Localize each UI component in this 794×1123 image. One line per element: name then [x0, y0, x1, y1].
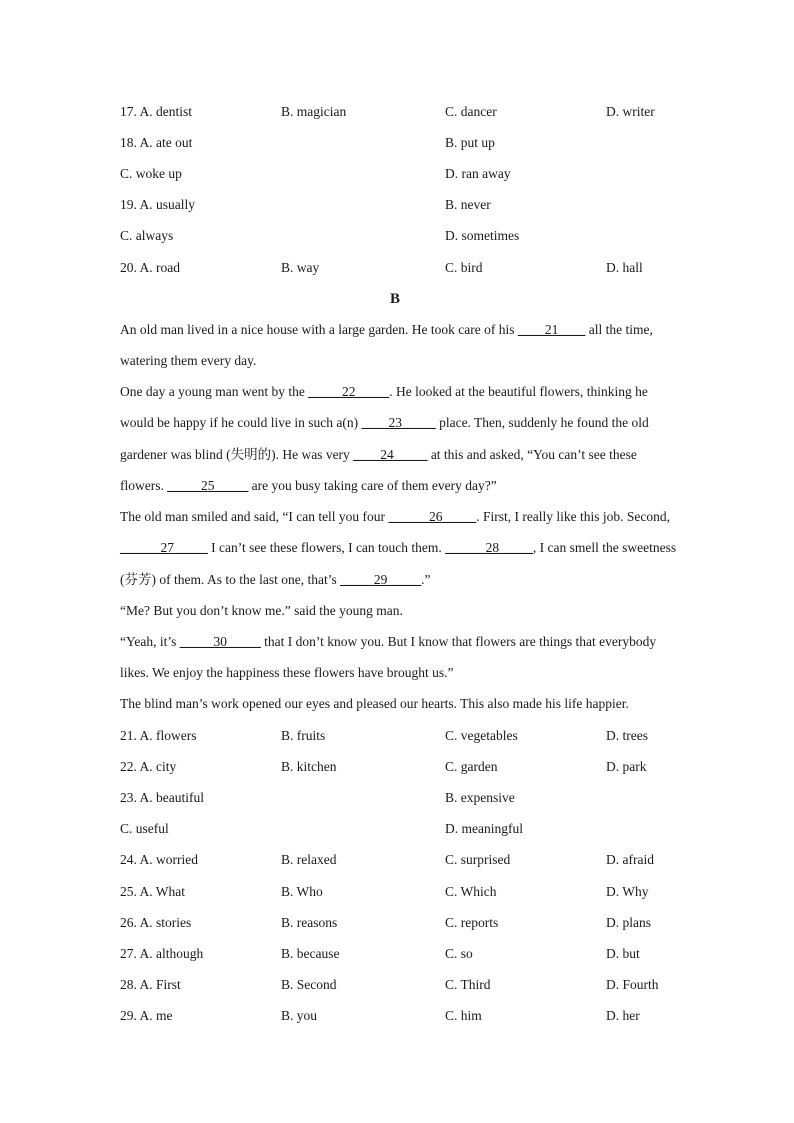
- option-c: C. Which: [445, 884, 497, 899]
- question-row: [0, 103, 794, 121]
- option-c: C. bird: [445, 260, 483, 275]
- passage-text: An old man lived in a nice house with a large garden. He took care of his: [120, 322, 518, 337]
- option-d: D. Why: [606, 884, 649, 899]
- option-a: 19. A. usually: [120, 197, 196, 212]
- question-row: [0, 758, 794, 776]
- option-b: B. expensive: [445, 790, 515, 805]
- passage-text: place. Then, suddenly he found the old: [435, 415, 649, 430]
- passage-text: . First, I really like this job. Second,: [476, 509, 671, 524]
- option-b: B. kitchen: [281, 759, 337, 774]
- passage-text: all the time,: [585, 322, 653, 337]
- option-a: 24. A. worried: [120, 852, 198, 867]
- passage-line: [120, 383, 648, 401]
- passage-line: [120, 446, 637, 464]
- passage-text: “Me? But you don’t know me.” said the young man.: [120, 603, 403, 618]
- passage-line: [120, 477, 497, 495]
- passage-line: [120, 664, 453, 682]
- option-d: D. meaningful: [445, 821, 523, 836]
- blank-21: ____21____: [517, 322, 586, 337]
- question-row: [0, 727, 794, 745]
- option-c: C. him: [445, 1008, 482, 1023]
- passage-text: “Yeah, it’s: [120, 634, 180, 649]
- passage-text: (芬芳) of them. As to the last one, that’s: [120, 572, 341, 587]
- section-heading: B: [390, 291, 401, 307]
- option-b: B. reasons: [281, 915, 338, 930]
- option-b: B. put up: [445, 135, 495, 150]
- option-a: 18. A. ate out: [120, 135, 193, 150]
- option-b: B. relaxed: [281, 852, 337, 867]
- option-b: B. Second: [281, 977, 337, 992]
- blank-30: _____30_____: [179, 634, 261, 649]
- question-row: [0, 165, 794, 183]
- passage-line: [120, 539, 676, 557]
- question-row: [0, 976, 794, 994]
- passage-text: that I don’t know you. But I know that flowers are things that everybody: [260, 634, 657, 649]
- blank-23: ____23_____: [361, 415, 436, 430]
- passage-text: I can’t see these flowers, I can touch them.: [207, 540, 446, 555]
- passage-line: [120, 414, 649, 432]
- blank-24: ____24_____: [353, 447, 428, 462]
- passage-line: [120, 633, 656, 651]
- option-c: C. reports: [445, 915, 499, 930]
- passage-text: One day a young man went by the: [120, 384, 309, 399]
- passage-text: are you busy taking care of them every day?”: [248, 478, 497, 493]
- option-c: C. garden: [445, 759, 498, 774]
- blank-22: _____22_____: [308, 384, 390, 399]
- passage-line: [120, 352, 256, 370]
- option-c: C. Third: [445, 977, 491, 992]
- option-d: D. hall: [606, 260, 643, 275]
- option-a: 17. A. dentist: [120, 104, 193, 119]
- option-d: D. plans: [606, 915, 651, 930]
- option-c: C. useful: [120, 821, 169, 836]
- option-b: B. never: [445, 197, 491, 212]
- option-b: B. you: [281, 1008, 318, 1023]
- question-row: [0, 945, 794, 963]
- option-a: 26. A. stories: [120, 915, 192, 930]
- question-row: [0, 914, 794, 932]
- option-d: D. her: [606, 1008, 640, 1023]
- option-c: C. surprised: [445, 852, 511, 867]
- passage-line: [120, 321, 653, 339]
- passage-text: would be happy if he could live in such a(n): [120, 415, 362, 430]
- option-b: B. magician: [281, 104, 347, 119]
- option-d: D. trees: [606, 728, 648, 743]
- option-a: 23. A. beautiful: [120, 790, 204, 805]
- option-c: C. always: [120, 228, 174, 243]
- option-c: C. woke up: [120, 166, 182, 181]
- blank-27: ______27_____: [120, 540, 208, 555]
- blank-28: ______28_____: [445, 540, 533, 555]
- option-d: D. ran away: [445, 166, 511, 181]
- passage-text: , I can smell the sweetness: [532, 540, 677, 555]
- question-row: [0, 134, 794, 152]
- option-d: D. writer: [606, 104, 655, 119]
- passage-text: .”: [421, 572, 431, 587]
- blank-25: _____25_____: [167, 478, 249, 493]
- passage-text: . He looked at the beautiful flowers, thinking he: [389, 384, 648, 399]
- passage-line: [120, 571, 430, 589]
- passage-text: flowers.: [120, 478, 168, 493]
- passage-text: at this and asked, “You can’t see these: [427, 447, 637, 462]
- option-c: C. dancer: [445, 104, 497, 119]
- question-row: [0, 227, 794, 245]
- option-a: 22. A. city: [120, 759, 177, 774]
- question-row: [0, 851, 794, 869]
- option-c: C. so: [445, 946, 473, 961]
- option-b: B. because: [281, 946, 340, 961]
- passage-line: [120, 602, 403, 620]
- option-c: C. vegetables: [445, 728, 518, 743]
- blank-29: _____29_____: [340, 572, 422, 587]
- question-row: [0, 820, 794, 838]
- option-a: 28. A. First: [120, 977, 181, 992]
- option-b: B. way: [281, 260, 320, 275]
- option-a: 25. A. What: [120, 884, 185, 899]
- passage-line: [120, 508, 670, 526]
- option-d: D. afraid: [606, 852, 654, 867]
- blank-26: ______26_____: [388, 509, 477, 524]
- option-d: D. park: [606, 759, 647, 774]
- option-d: D. sometimes: [445, 228, 520, 243]
- passage-text: The old man smiled and said, “I can tell you four: [120, 509, 389, 524]
- question-row: [0, 883, 794, 901]
- option-b: B. fruits: [281, 728, 326, 743]
- passage-line: [120, 695, 629, 713]
- passage-text: likes. We enjoy the happiness these flowers have brought us.”: [120, 665, 454, 680]
- question-row: [0, 259, 794, 277]
- option-b: B. Who: [281, 884, 323, 899]
- passage-text: watering them every day.: [120, 353, 257, 368]
- option-a: 29. A. me: [120, 1008, 173, 1023]
- question-row: [0, 196, 794, 214]
- option-d: D. Fourth: [606, 977, 659, 992]
- passage-text: The blind man’s work opened our eyes and pleased our hearts. This also made his life happier.: [120, 696, 629, 711]
- question-row: [0, 1007, 794, 1025]
- passage-text: gardener was blind (失明的). He was very: [120, 447, 354, 462]
- option-a: 21. A. flowers: [120, 728, 197, 743]
- option-d: D. but: [606, 946, 640, 961]
- option-a: 27. A. although: [120, 946, 204, 961]
- option-a: 20. A. road: [120, 260, 180, 275]
- question-row: [0, 789, 794, 807]
